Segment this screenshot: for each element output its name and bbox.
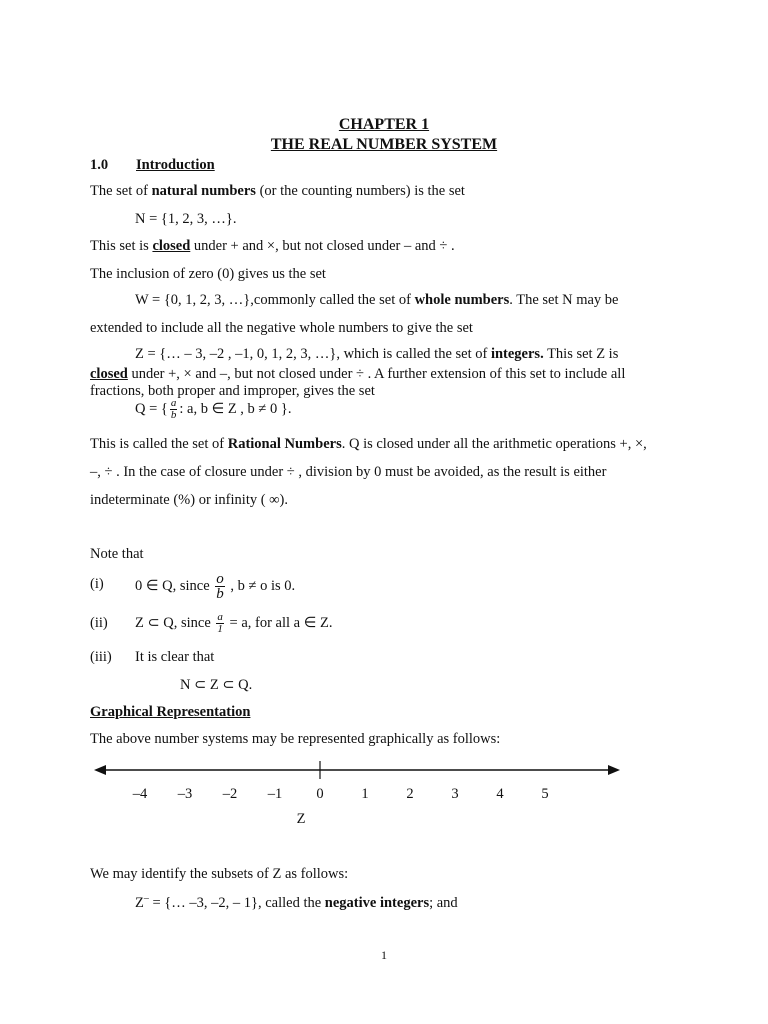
tick-label: 3: [451, 786, 459, 802]
term-rational-numbers: Rational Numbers: [227, 436, 342, 452]
chapter-label: CHAPTER 1: [338, 116, 430, 133]
section-number: 1.0: [90, 157, 109, 173]
text-run: . The set N may be: [509, 292, 619, 308]
item-text: It is clear that: [135, 649, 215, 665]
subsets-intro: We may identify the subsets of Z as follows:: [90, 866, 349, 882]
set-w-definition: [135, 292, 619, 309]
paragraph-zero-inclusion: The inclusion of zero (0) gives us the set: [90, 266, 326, 282]
tick-labels: [132, 786, 549, 802]
paragraph-natural-numbers: [90, 183, 465, 200]
fraction-a-over-1: [216, 612, 224, 635]
paragraph-extension: extended to include all the negative whole numbers to give the set: [90, 320, 473, 336]
chapter-title: THE REAL NUMBER SYSTEM: [270, 136, 498, 153]
text-run: : a, b ∈ Z , b ≠ 0 }.: [179, 400, 292, 417]
fraction-denominator: b: [216, 586, 224, 602]
paragraph-division: –, ÷ . In the case of closure under ÷ , division by 0 must be avoided, as the result is either: [90, 464, 607, 480]
paragraph-fractions: fractions, both proper and improper, gives the set: [90, 383, 375, 399]
note-heading: Note that: [90, 546, 144, 562]
graphical-intro: The above number systems may be represented graphically as follows:: [90, 731, 501, 747]
text-run: = {… –3, –2, – 1}, called the: [148, 894, 325, 911]
text-run: This set is: [90, 238, 153, 254]
tick-label: –4: [132, 786, 148, 802]
page-number: 1: [381, 948, 387, 962]
tick-label: –2: [222, 786, 238, 802]
paragraph-closure-z: [90, 366, 625, 383]
paragraph-rational: [90, 436, 647, 453]
term-natural-numbers: natural numbers: [151, 183, 256, 199]
number-line-label: Z: [296, 811, 306, 827]
text-run: The set of: [90, 183, 152, 199]
text-run: This set Z is: [543, 346, 619, 362]
superscript-minus: –: [143, 893, 149, 904]
text-run: 0 ∈ Q, since: [135, 577, 214, 594]
text-run: under + and ×, but not closed under – and ÷ .: [190, 238, 455, 254]
item-number: (iii): [90, 649, 112, 665]
set-q-definition: [135, 398, 291, 421]
text-run: under +, × and –, but not closed under ÷ . A further extension of this set to include all: [127, 366, 626, 382]
tick-label: 4: [496, 786, 504, 802]
fraction-numerator: o: [216, 571, 224, 587]
text-run: Z = {… – 3, –2 , –1, 0, 1, 2, 3, …}, which is called the set of: [135, 346, 491, 362]
fraction-o-over-b: [215, 572, 225, 601]
tick-label: 5: [541, 786, 549, 802]
fraction-denominator: b: [170, 409, 177, 421]
tick-label: –3: [177, 786, 193, 802]
tick-label: 1: [361, 786, 369, 802]
item-number: (ii): [90, 615, 108, 631]
tick-label: –1: [267, 786, 283, 802]
set-z-definition: [135, 346, 618, 363]
text-run: ; and: [429, 894, 458, 911]
item-text: [135, 612, 332, 635]
tick-label: 0: [316, 786, 324, 802]
term-closed: closed: [152, 238, 191, 254]
text-run: W = {0, 1, 2, 3, …},commonly called the set of: [135, 292, 415, 308]
paragraph-closure-n: [90, 238, 455, 255]
fraction-a-over-b: [170, 398, 178, 421]
paragraph-indeterminate: indeterminate (%) or infinity ( ∞).: [90, 492, 288, 508]
text-run: Z: [135, 894, 144, 911]
left-arrow-icon: [94, 765, 106, 775]
text-run: . Q is closed under all the arithmetic operations +, ×,: [341, 436, 647, 452]
section-title: Introduction: [136, 157, 215, 173]
tick-label: 2: [406, 786, 414, 802]
text-run: Z ⊂ Q, since: [135, 614, 215, 631]
text-run: Q = {: [135, 400, 168, 417]
term-whole-numbers: whole numbers: [414, 292, 510, 308]
fraction-denominator: 1: [217, 623, 223, 635]
z-minus-definition: [135, 893, 458, 912]
term-integers: integers.: [490, 346, 544, 362]
item-number: (i): [90, 576, 104, 592]
set-n-definition: N = {1, 2, 3, …}.: [135, 211, 237, 227]
text-run: (or the counting numbers) is the set: [255, 183, 465, 199]
text-run: This is called the set of: [90, 436, 228, 452]
right-arrow-icon: [608, 765, 620, 775]
fraction-numerator: a: [170, 397, 177, 409]
graphical-heading: Graphical Representation: [90, 704, 251, 720]
number-line: [0, 755, 768, 830]
fraction-numerator: a: [217, 611, 223, 623]
text-run: = a, for all a ∈ Z.: [225, 614, 333, 631]
subset-chain: N ⊂ Z ⊂ Q.: [180, 677, 253, 693]
text-run: , b ≠ o is 0.: [226, 577, 296, 594]
term-negative-integers: negative integers: [324, 894, 430, 911]
term-closed: closed: [90, 366, 128, 382]
item-text: [135, 572, 295, 601]
